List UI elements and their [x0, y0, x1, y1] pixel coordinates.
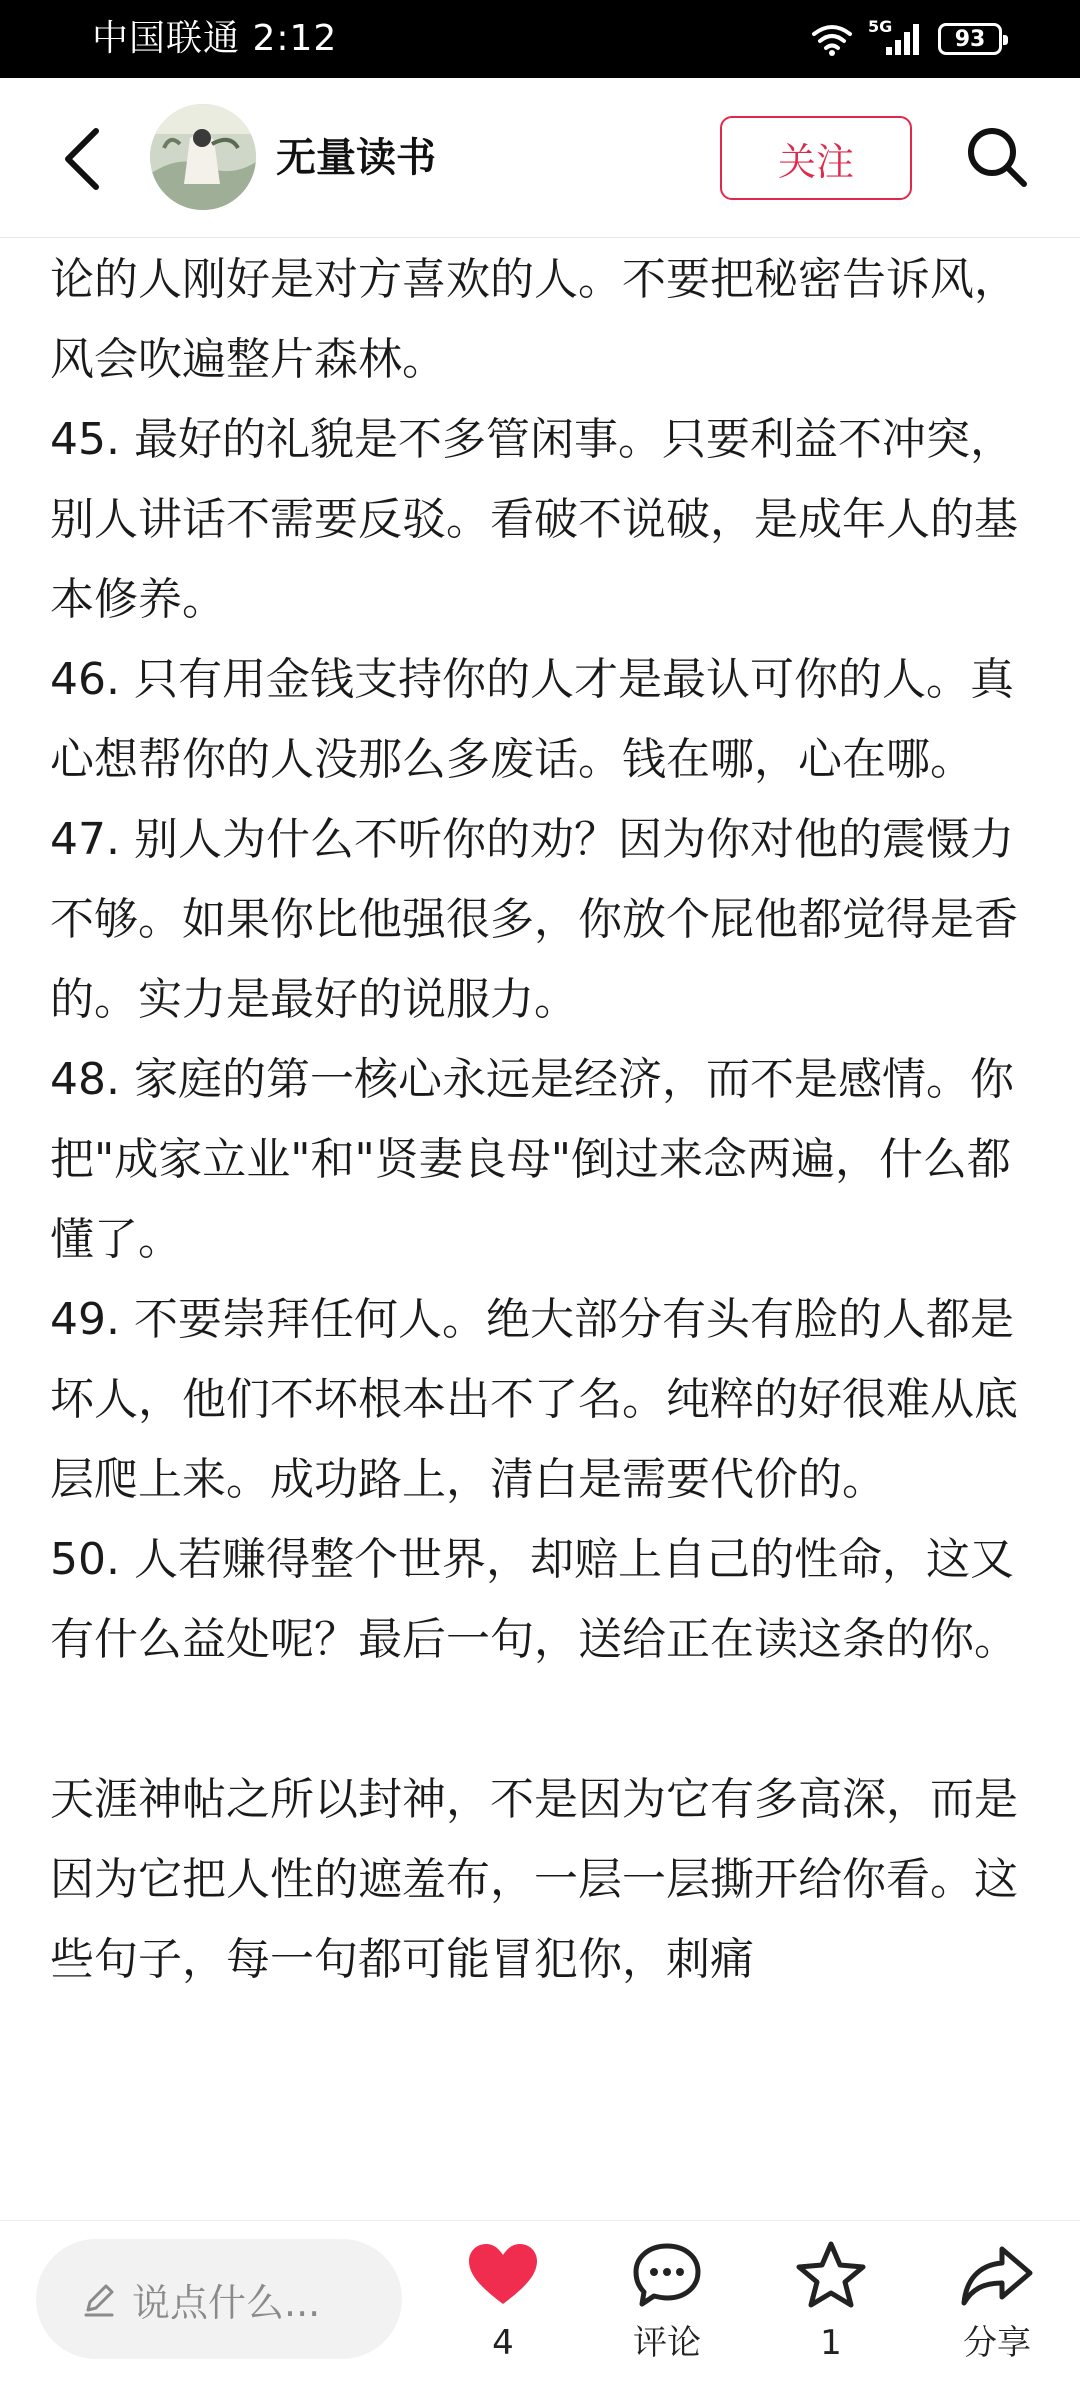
account-avatar[interactable] — [150, 104, 256, 210]
top-navigation-bar — [0, 78, 1080, 238]
article-paragraph: 48. 家庭的第一核心永远是经济，而不是感情。你把"成家立业"和"贤妻良母"倒过来念两遍，什么都懂了。 — [50, 1054, 1014, 1265]
account-name[interactable]: 无量读书 — [276, 135, 436, 181]
paragraph-spacer — [50, 1680, 1040, 1760]
comment-placeholder: 说点什么... — [132, 2280, 321, 2325]
article-paragraph: 46. 只有用金钱支持你的人才是最认可你的人。真心想帮你的人没那么多废话。钱在哪，心在哪。 — [50, 654, 1014, 785]
comment-input[interactable] — [36, 2239, 402, 2359]
bottom-action-bar — [0, 2220, 1080, 2400]
article-body — [50, 240, 1040, 2215]
like-count: 4 — [492, 2323, 514, 2363]
article-paragraph: 50. 人若赚得整个世界，却赔上自己的性命，这又有什么益处呢？最后一句，送给正在读这条的你。 — [50, 1534, 1018, 1665]
search-button[interactable] — [960, 120, 1034, 194]
comment-button[interactable] — [612, 2235, 722, 2385]
back-button[interactable] — [52, 124, 112, 194]
chevron-left-icon — [60, 127, 104, 191]
share-button[interactable] — [942, 2235, 1052, 2385]
comment-bubble-icon — [632, 2242, 702, 2308]
favorite-button[interactable] — [776, 2235, 886, 2385]
carrier-time: 中国联通 2:12 — [92, 18, 338, 59]
pencil-icon — [80, 2280, 118, 2318]
star-icon — [795, 2240, 867, 2310]
status-bar — [0, 0, 1080, 78]
comment-label: 评论 — [633, 2323, 701, 2363]
battery-icon — [938, 23, 1002, 55]
share-arrow-icon — [960, 2243, 1034, 2307]
battery-level: 93 — [954, 26, 986, 52]
search-icon — [964, 124, 1030, 190]
favorite-count: 1 — [820, 2323, 842, 2363]
like-button[interactable] — [448, 2235, 558, 2385]
wifi-icon — [810, 22, 854, 56]
article-paragraph: 49. 不要崇拜任何人。绝大部分有头有脸的人都是坏人，他们不坏根本出不了名。纯粹的好很难从底层爬上来。成功路上，清白是需要代价的。 — [50, 1294, 1018, 1505]
article-paragraph: 论的人刚好是对方喜欢的人。不要把秘密告诉风，风会吹遍整片森林。 — [50, 254, 1018, 385]
article-paragraph: 天涯神帖之所以封神，不是因为它有多高深，而是因为它把人性的遮羞布，一层一层撕开给你看。这些句子，每一句都可能冒犯你，刺痛 — [50, 1774, 1018, 1985]
heart-icon — [467, 2242, 539, 2308]
follow-button[interactable]: 关注 — [720, 116, 912, 200]
avatar-image — [150, 104, 256, 210]
article-paragraph: 45. 最好的礼貌是不多管闲事。只要利益不冲突，别人讲话不需要反驳。看破不说破，是成年人的基本修养。 — [50, 414, 1018, 625]
share-label: 分享 — [963, 2323, 1031, 2363]
article-paragraph: 47. 别人为什么不听你的劝？因为你对他的震慑力不够。如果你比他强很多，你放个屁他都觉得是香的。实力是最好的说服力。 — [50, 814, 1018, 1025]
signal-5g-icon: 5G — [868, 21, 924, 57]
